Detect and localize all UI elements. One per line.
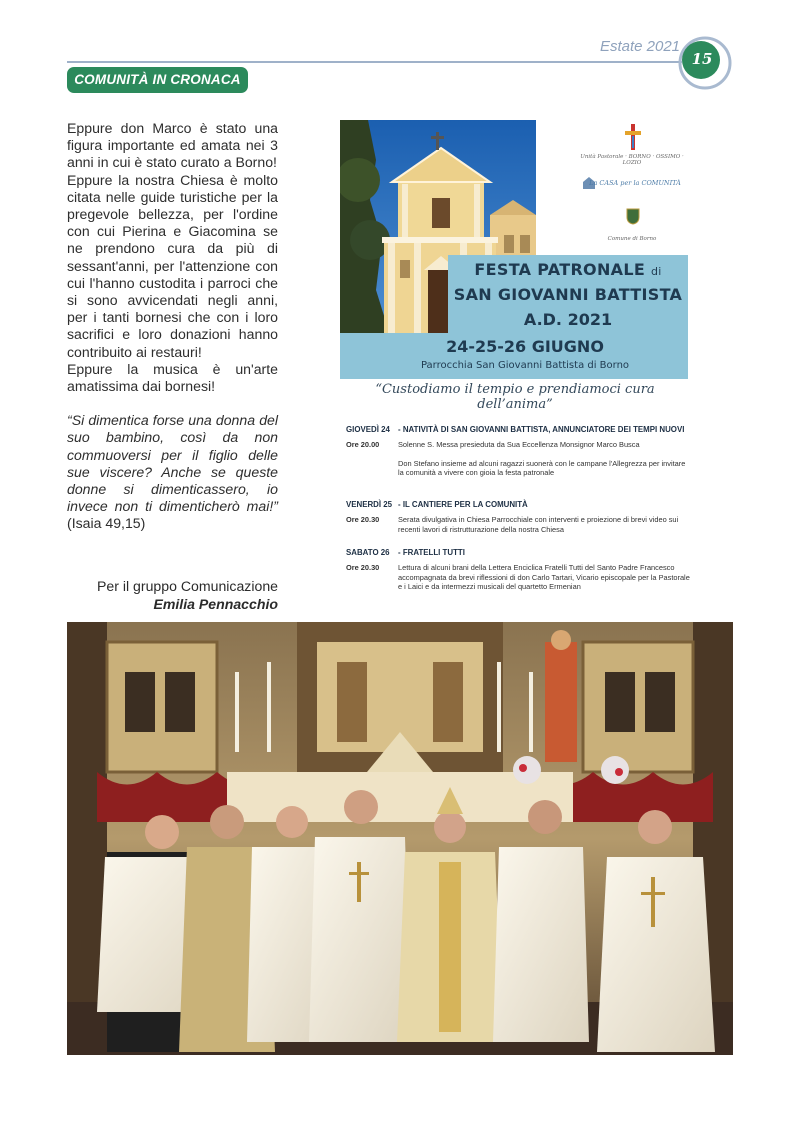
poster-motto: “Custodiamo il tempio e prendiamoci cura dell’anima” — [375, 382, 655, 412]
article-column — [67, 120, 278, 533]
program-entry — [346, 515, 691, 534]
coat-of-arms-icon — [626, 208, 640, 225]
header-rule — [67, 61, 682, 63]
quote-text: “Si dimentica forse una donna del suo bambino, così da non commuoversi per il figlio delle sue viscere? Anche se queste donne si dimenticassero, io invece non ti dimenticherò mai!” — [67, 412, 278, 515]
program-title: - NATIVITÀ DI SAN GIOVANNI BATTISTA, ANNUNCIATORE DEI TEMPI NUOVI — [398, 425, 685, 434]
article-paragraph: Eppure don Marco è stato una figura importante ed amata nei 3 anni in cui è stato curato a Borno! — [67, 120, 278, 171]
quote-reference: (Isaia 49,15) — [67, 515, 146, 532]
program-day: GIOVEDÌ 24 — [346, 425, 390, 434]
program-text: Solenne S. Messa presieduta da Sua Eccellenza Monsignor Marco Busca — [398, 440, 640, 450]
program-day-thursday — [346, 425, 691, 478]
author-name: Emilia Pennacchio — [153, 595, 278, 612]
program-day: VENERDÌ 25 — [346, 500, 393, 509]
program-text: Lettura di alcuni brani della Lettera Enciclica Fratelli Tutti del Santo Padre Francesco accompagnata da brevi riflessioni di don Carlo Tartari, Vicario episcopale per la Pastorale e i Laici e da intermezzi musicali del quartetto Ermenian — [398, 563, 690, 592]
bible-quote — [67, 412, 278, 532]
program-day-heading — [346, 500, 691, 509]
program-day-friday — [346, 500, 691, 534]
poster-dates: 24-25-26 GIUGNO — [446, 337, 604, 356]
article-paragraph: Eppure la nostra Chiesa è molto citata nelle guide turistiche per la pregevole bellezza, per l'ordine con cui Pierina e Giacomina se ne prendono cura da più di sessant'anni, per l'attenzione con cui l'hanno custodita i parroci che si sono avvicendati negli anni, per i tanti bornesi che con i loro sacrifici e loro donazioni hanno contribuito ai restauri! — [67, 171, 278, 360]
program-day-heading — [346, 425, 691, 434]
program-day-saturday — [346, 548, 691, 592]
program-time: Ore 20.30 — [346, 563, 380, 573]
poster-parish: Parrocchia San Giovanni Battista di Borno — [420, 360, 630, 371]
logo-caption: Unità Pastorale · BORNO · OSSIMO · LOZIO — [580, 154, 684, 166]
sponsor-logos — [572, 120, 692, 250]
page-number: 15 — [691, 50, 713, 68]
cross-logo-icon — [624, 124, 642, 150]
signature — [67, 578, 278, 613]
program-day-heading — [346, 548, 691, 557]
program-day: SABATO 26 — [346, 548, 390, 557]
program-note — [346, 459, 691, 478]
poster-title-di: di — [650, 265, 662, 278]
poster-title-text: FESTA PATRONALE — [474, 260, 646, 279]
program-note-text: Don Stefano insieme ad alcuni ragazzi suonerà con le campane l'Allegrezza per invitare la comunità a vivere con gioia la festa patronale — [398, 458, 686, 478]
signature-group: Per il gruppo Comunicazione — [97, 578, 278, 594]
poster-title-line-3: A.D. 2021 — [523, 310, 613, 329]
program-text: Serata divulgativa in Chiesa Parrocchiale con interventi e proiezione di brevi video sui recenti lavori di ristrutturazione della nostra Chiesa — [398, 515, 679, 534]
program-entry — [346, 563, 691, 591]
festival-poster — [340, 120, 690, 600]
issue-label: Estate 2021 — [599, 38, 680, 55]
program-title: - FRATELLI TUTTI — [398, 548, 465, 557]
logo-caption: Comune di Borno — [607, 236, 657, 242]
clergy-group-photo — [67, 622, 733, 1055]
poster-title-line-1 — [448, 260, 688, 279]
section-tag: COMUNITÀ IN CRONACA — [67, 67, 248, 93]
program-entry — [346, 440, 691, 449]
logo-caption: La CASA per la COMUNITÀ — [589, 179, 681, 187]
program-time: Ore 20.00 — [346, 440, 380, 450]
article-paragraph: Eppure la musica è un'arte amatissima dai bornesi! — [67, 360, 278, 395]
program-time: Ore 20.30 — [346, 515, 380, 525]
program-title: - IL CANTIERE PER LA COMUNITÀ — [398, 500, 528, 509]
poster-title-line-2: SAN GIOVANNI BATTISTA — [453, 285, 683, 304]
